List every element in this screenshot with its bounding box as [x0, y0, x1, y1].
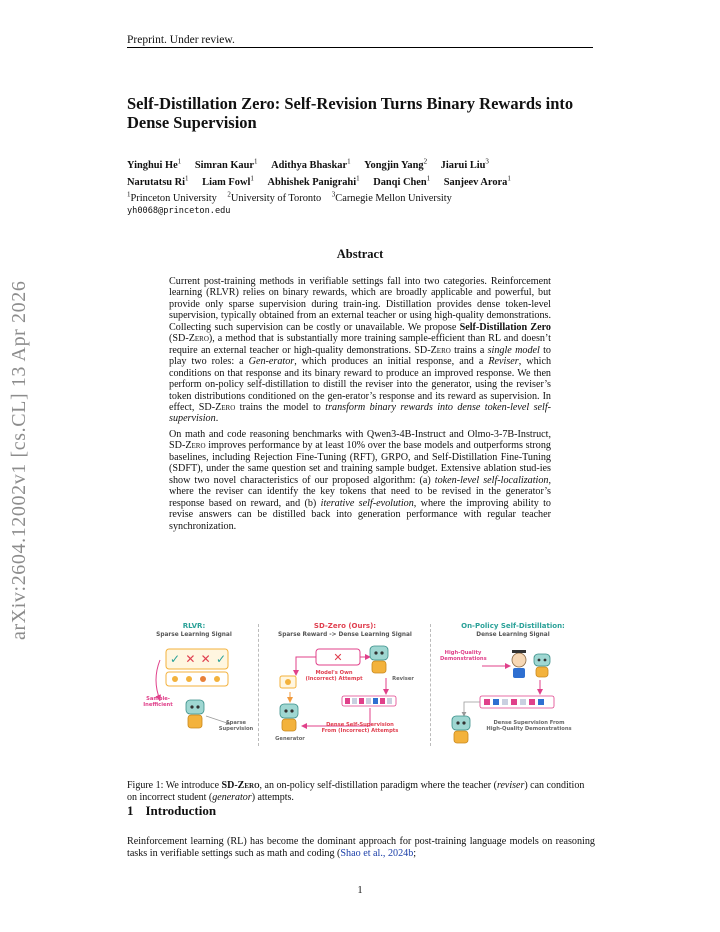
abstract-heading: Abstract [336, 247, 384, 261]
dense-self-supervision-label: Dense Self-Supervision From (Incorrect) Attempts [321, 722, 399, 734]
author-line-1 [127, 156, 597, 172]
intro-paragraph: Reinforcement learning (RL) has become the dominant approach for post-training language models on reasoning tasks in verifiable settings such as math and coding (Shao et al., 2024b; [127, 836, 595, 859]
cross-icon: ✕ [185, 652, 196, 666]
page-number: 1 [357, 885, 363, 896]
running-header: Preprint. Under review. [127, 34, 235, 46]
abstract-body [169, 276, 551, 532]
author: Yongjin Yang$^2$ [364, 158, 428, 172]
rlvr-subtitle: Sparse Learning Signal [156, 632, 232, 638]
arxiv-watermark: arXiv:2604.12002v1 [cs.CL] 13 Apr 2026 [8, 280, 30, 640]
sparse-supervision-label: Sparse Supervision [218, 720, 254, 732]
author-block [127, 156, 597, 218]
figure-divider [430, 624, 431, 746]
reviser-label: Reviser [392, 676, 414, 682]
contact-email[interactable]: yh0068@princeton.edu [127, 206, 231, 217]
robot-icon [186, 700, 204, 728]
figure-caption: Figure 1: We introduce SD-Zero, an on-policy self-distillation paradigm where the teacher (reviser) can condition on incorrect student (generator) attempts. [127, 780, 585, 803]
abstract-paragraph-2: On math and code reasoning benchmarks with Qwen3-4B-Instruct and Olmo-3-7B-Instruct, SD-Zero improves performance by at least 10% over the base models and outperforms strong baselines, including Rejection Fine-Tuning (RFT), GRPO, and Self-Distillation Fine-Tuning (SDFT), under the same question set and training sample budget. Extensive ablation stud-ies show two novel characteristics of our proposed algorithm: (a) token-level self-localization, where the reviser can identify the key tokens that need to be revised in the generator’s response based on reward, and (b) iterative self-evolution, where the improving ability to revise answers can be distilled back into generation performance with regular teacher synchronization. [169, 428, 551, 532]
loop-arrow [156, 660, 160, 700]
affiliation: $^1$Princeton University [127, 190, 217, 205]
rlvr-title: RLVR: [182, 622, 206, 630]
student-robot-icon [534, 654, 550, 677]
author: Liam Fowl$^1$ [202, 174, 254, 188]
dense-supervision-label: Dense Supervision From High-Quality Demonstrations [486, 720, 572, 732]
check-icon: ✓ [215, 652, 226, 666]
robot-icon-right [452, 716, 470, 743]
author: Adithya Bhaskar$^1$ [271, 158, 351, 172]
section-heading: 1 Introduction [127, 803, 217, 818]
opsd-subtitle: Dense Learning Signal [476, 632, 550, 638]
author-line-2 [127, 172, 597, 188]
author: Danqi Chen$^1$ [373, 174, 431, 188]
reviser-robot-icon [370, 646, 388, 673]
author: Narutatsu Ri$^1$ [127, 174, 189, 188]
teacher-icon [512, 650, 526, 678]
header-rule [127, 47, 593, 48]
affiliations [127, 189, 597, 205]
abstract-paragraph-1: Current post-training methods in verifiable settings fall into two categories. Reinforcement learning (RLVR) relies on binary rewards, which are broadly applicable and powerful, but provide only sparse supervision during train-ing. Distillation provides dense token-level supervision, typically obtained from an external teacher or using high-quality demonstrations. Collecting such supervision can be costly or unavailable. We propose Self-Distillation Zero (SD-Zero), a method that is substantially more training sample-efficient than RL and doesn’t require an external teacher or high-quality demonstrations. SD-Zero trains a single model to play two roles: a Gen-erator, which produces an initial response, and a Reviser, which conditions on that response and its binary reward to produce an improved response. We then perform on-policy self-distillation to distill the reviser into the generator, using the reviser’s token distributions conditioned on the gen-erator’s response and its reward as supervision. In effect, SD-Zero trains the model to transform binary rewards into dense token-level self-supervision. [169, 276, 552, 425]
own-attempt-label: Model's Own (Incorrect) Attempt [305, 670, 363, 682]
figure-1 [130, 620, 594, 752]
figure-divider [258, 624, 259, 746]
demo-token-squares [484, 699, 544, 705]
token-squares [345, 698, 392, 704]
lightbulb-icon [285, 679, 291, 685]
citation-link[interactable]: Shao et al., 2024b [340, 847, 414, 859]
opsd-title: On-Policy Self-Distillation: [461, 622, 565, 630]
author: Abhishek Panigrahi$^1$ [267, 174, 360, 188]
cross-icon: ✕ [333, 651, 343, 664]
cross-icon: ✕ [200, 652, 211, 666]
high-quality-label: High-Quality Demonstrations [440, 650, 487, 662]
author: Jiarui Liu$^3$ [440, 158, 489, 172]
sd-zero-panel [280, 646, 396, 731]
generator-robot-icon [280, 704, 298, 731]
sd-zero-title: SD-Zero (Ours): [313, 622, 377, 630]
affiliation: $^3$Carnegie Mellon University [331, 190, 452, 205]
author: Sanjeev Arora$^1$ [443, 174, 511, 188]
generator-label: Generator [275, 736, 305, 742]
sample-inefficient-label: Sample- Inefficient [143, 696, 173, 708]
author: Simran Kaur$^1$ [194, 158, 258, 172]
affiliation: $^2$University of Toronto [227, 190, 322, 205]
sd-zero-subtitle: Sparse Reward -> Dense Learning Signal [278, 632, 412, 638]
author: Yinghui He$^1$ [127, 158, 182, 172]
paper-title: Self-Distillation Zero: Self-Revision Turns Binary Rewards into Dense Supervision [127, 94, 574, 132]
reward-marks [170, 652, 226, 666]
check-icon: ✓ [170, 652, 181, 666]
